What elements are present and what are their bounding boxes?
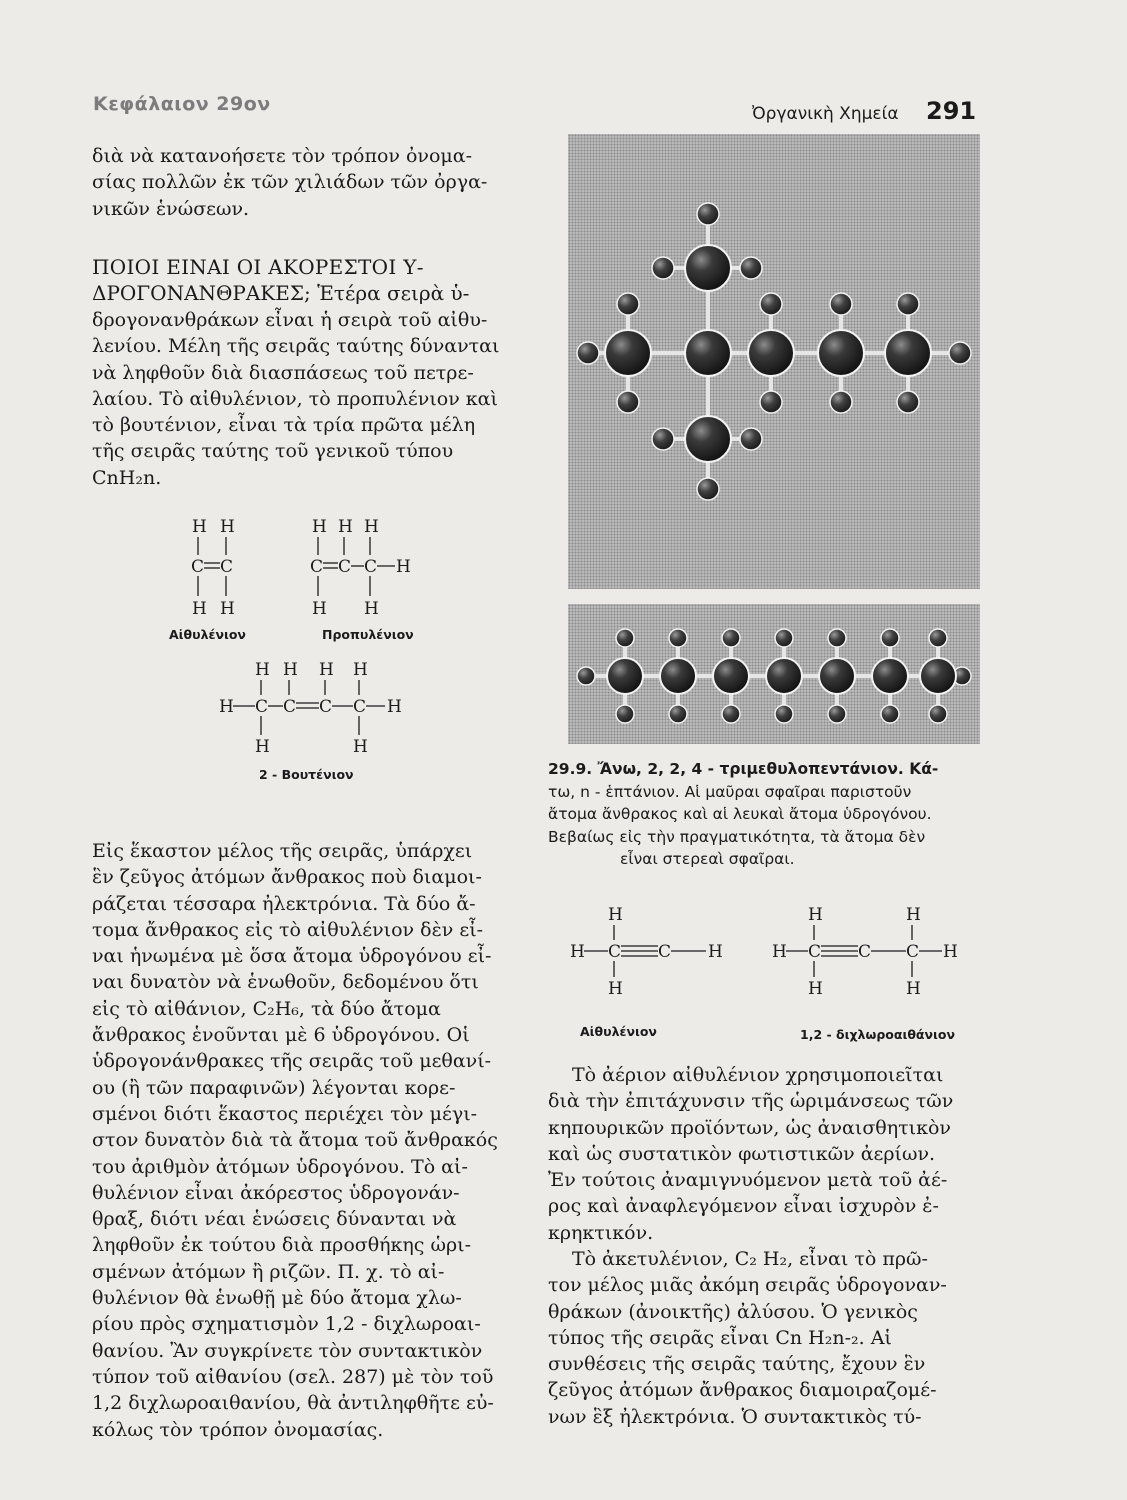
atom-c: C xyxy=(906,942,920,962)
text-line: Τὸ ἀέριον αἰθυλένιον χρησιμοποιεῖται xyxy=(572,1064,944,1086)
atom-c: C xyxy=(608,942,622,962)
atom-h: H xyxy=(772,942,787,962)
text-line: σμένων ἀτόμων ἢ ριζῶν. Π. χ. τὸ αἰ- xyxy=(92,1260,445,1283)
atom-h: H xyxy=(364,517,379,537)
figure-caption xyxy=(548,758,968,871)
text-line: θραξ, διότι νέαι ἑνώσεις δύνανται νὰ xyxy=(92,1208,457,1231)
heading-line: ΔΡΟΓΟΝΑΝΘΡΑΚΕΣ; xyxy=(92,281,311,306)
atom-h: H xyxy=(255,737,270,757)
text-line: Εἰς ἕκαστον μέλος τῆς σειρᾶς, ὑπάρχει xyxy=(92,840,473,862)
text-line: τύπος τῆς σειρᾶς εἶναι Cn H₂n-₂. Αἱ xyxy=(548,1326,892,1349)
caption-line: εἶναι στερεαὶ σφαῖραι. xyxy=(620,850,795,869)
atom-h: H xyxy=(319,660,334,680)
atom-h: H xyxy=(192,599,207,619)
text-line: κόλως τὸν τρόπον ὀνομασίας. xyxy=(92,1418,384,1441)
formula-butene xyxy=(215,655,415,765)
caption-line: ἄτομα ἄνθρακος καὶ αἱ λευκαὶ ἄτομα ὑδρογόνου. xyxy=(548,805,932,824)
model-heptane xyxy=(568,604,980,744)
heading-line: ΠΟΙΟΙ ΕΙΝΑΙ ΟΙ ΑΚΟΡΕΣΤΟΙ Υ- xyxy=(92,255,424,279)
formulas-acetylene-dichloroethane xyxy=(566,896,976,1006)
atom-h: H xyxy=(283,660,298,680)
atom-c: C xyxy=(319,697,333,717)
text-line: νων ἓξ ἠλεκτρόνια. Ὁ συντακτικὸς τύ- xyxy=(548,1405,922,1428)
atom-h: H xyxy=(353,737,368,757)
text-line: καὶ ὡς συστατικὸν φωτιστικῶν ἀερίων. xyxy=(548,1142,936,1165)
atom-c: C xyxy=(808,942,822,962)
caption-line: Βεβαίως εἰς τὴν πραγματικότητα, τὰ ἄτομα δὲν xyxy=(548,827,926,846)
atom-c: C xyxy=(283,697,297,717)
atom-h: H xyxy=(220,517,235,537)
text-line: κηπουρικῶν προϊόντων, ὡς ἀναισθητικὸν xyxy=(548,1116,951,1139)
ball-and-stick-model xyxy=(568,134,980,589)
label-ethylene: Αἰθυλένιον xyxy=(169,627,246,642)
text-line: ληφθοῦν ἐκ τούτου διὰ προσθήκης ὡρι- xyxy=(92,1234,472,1257)
paragraph-ethylene-uses xyxy=(548,1062,966,1246)
atom-h: H xyxy=(192,517,207,537)
text-line: θυλένιον θὰ ἑνωθῇ μὲ δύο ἄτομα χλω- xyxy=(92,1287,462,1310)
text-line: λενίου. Μέλη τῆς σειρᾶς ταύτης δύνανται xyxy=(92,335,500,358)
text-line: τὸ βουτένιον, εἶναι τὰ τρία πρῶτα μέλη xyxy=(92,414,476,437)
atom-h: H xyxy=(808,979,823,999)
atom-c: C xyxy=(220,557,234,577)
label-acetylene: Αἰθυλένιον xyxy=(580,1024,657,1039)
atom-c: C xyxy=(255,697,269,717)
text-line: ναι δυνατὸν νὰ ἑνωθοῦν, δεδομένου ὅτι xyxy=(92,971,479,994)
text-line: 1,2 διχλωροαιθανίου, θὰ ἀντιληφθῆτε εὐ- xyxy=(92,1392,494,1415)
atom-h: H xyxy=(608,905,623,925)
label-propylene: Προπυλένιον xyxy=(322,627,414,642)
text-line: τον μέλος μιᾶς ἀκόμη σειρᾶς ὑδρογοναν- xyxy=(548,1274,947,1297)
text-line: διὰ τὴν ἐπιτάχυνσιν τῆς ὡριμάνσεως τῶν xyxy=(548,1090,954,1113)
paragraph-unsaturated xyxy=(92,307,518,491)
carbon-atoms xyxy=(607,658,956,694)
heading-continuation: Ἑτέρα σειρὰ ὑ- xyxy=(317,281,470,306)
atom-h: H xyxy=(570,942,585,962)
atom-h: H xyxy=(364,599,379,619)
text-line: Ἐν τούτοις ἀναμιγνυόμενον μετὰ τοῦ ἀέ- xyxy=(548,1169,948,1192)
atom-h: H xyxy=(338,517,353,537)
text-line: ὑδρογονάνθρακες τῆς σειρᾶς τοῦ μεθανί- xyxy=(92,1050,492,1073)
text-line: στον δυνατὸν διὰ τὰ ἄτομα τοῦ ἄνθρακός xyxy=(92,1129,498,1152)
atom-h: H xyxy=(255,660,270,680)
text-line: σίας πολλῶν ἐκ τῶν χιλιάδων τῶν ὀργα- xyxy=(92,171,488,194)
atom-h: H xyxy=(387,697,402,717)
text-line: ναι ἡνωμένα μὲ ὅσα ἄτομα ὑδρογόνου εἶ- xyxy=(92,945,492,968)
text-line: νικῶν ἑνώσεων. xyxy=(92,197,250,220)
label-butene: 2 - Βουτένιον xyxy=(259,767,354,782)
text-line: τομα ἄνθρακος εἰς τὸ αἰθυλένιον δὲν εἶ- xyxy=(92,918,484,941)
text-line: CnH₂n. xyxy=(92,466,162,489)
atom-c: C xyxy=(364,557,378,577)
text-line: διὰ νὰ κατανοήσετε τὸν τρόπον ὀνομα- xyxy=(92,145,473,167)
text-line: Τὸ ἀκετυλένιον, C₂ H₂, εἶναι τὸ πρῶ- xyxy=(572,1248,928,1270)
text-line: νὰ ληφθοῦν διὰ διασπάσεως τοῦ πετρε- xyxy=(92,361,474,384)
text-line: τῆς σειρᾶς ταύτης τοῦ γενικοῦ τύπου xyxy=(92,440,454,463)
atom-h: H xyxy=(943,942,958,962)
text-line: θυλένιον εἶναι ἀκόρεστος ὑδρογονάν- xyxy=(92,1181,460,1204)
ball-and-stick-model xyxy=(568,604,980,744)
text-line: ἄνθρακος ἑνοῦνται μὲ 6 ὑδρογόνου. Οἱ xyxy=(92,1024,470,1047)
formulas-ethylene-propylene xyxy=(160,510,460,670)
atom-h: H xyxy=(608,979,623,999)
text-line: συνθέσεις τῆς σειρᾶς ταύτης, ἔχουν ἓν xyxy=(548,1353,926,1376)
atom-h: H xyxy=(220,599,235,619)
text-line: θανίου. Ἂν συγκρίνετε τὸν συντακτικὸν xyxy=(92,1339,483,1362)
intro-paragraph xyxy=(92,143,518,222)
atom-h: H xyxy=(312,599,327,619)
chapter-header: Κεφάλαιον 29ον xyxy=(93,93,271,115)
text-line: εἰς τὸ αἰθάνιον, C₂H₆, τὰ δύο ἄτομα xyxy=(92,997,441,1020)
atom-h: H xyxy=(353,660,368,680)
atom-h: H xyxy=(906,905,921,925)
atom-h: H xyxy=(219,697,234,717)
text-line: λαίου. Τὸ αἰθυλένιον, τὸ προπυλένιον καὶ xyxy=(92,387,498,410)
atom-c: C xyxy=(353,697,367,717)
section-heading xyxy=(92,254,518,307)
paragraph-saturation xyxy=(92,838,518,1443)
label-dichloroethane: 1,2 - διχλωροαιθάνιον xyxy=(800,1027,955,1042)
page-number: 291 xyxy=(926,97,977,125)
atom-h: H xyxy=(312,517,327,537)
text-line: του ἀριθμὸν ἀτόμων ὑδρογόνου. Τὸ αἰ- xyxy=(92,1155,468,1178)
atom-h: H xyxy=(906,979,921,999)
atom-h: H xyxy=(708,942,723,962)
atom-c: C xyxy=(310,557,324,577)
atom-c: C xyxy=(658,942,672,962)
paragraph-acetylene xyxy=(548,1246,966,1430)
atom-c: C xyxy=(338,557,352,577)
text-line: τύπον τοῦ αἰθανίου (σελ. 287) μὲ τὸν τοῦ xyxy=(92,1365,494,1388)
text-line: ἓν ζεῦγος ἀτόμων ἄνθρακος ποὺ διαμοι- xyxy=(92,866,482,889)
atom-c: C xyxy=(858,942,872,962)
text-line: ράζεται τέσσαρα ἠλεκτρόνια. Τὰ δύο ἄ- xyxy=(92,892,476,915)
text-line: ου (ἢ τῶν παραφινῶν) λέγονται κορε- xyxy=(92,1076,456,1099)
text-line: ζεῦγος ἀτόμων ἄνθρακος διαμοιραζομέ- xyxy=(548,1379,937,1402)
text-line: δρογονανθράκων εἶναι ἡ σειρὰ τοῦ αἰθυ- xyxy=(92,309,488,331)
text-line: κρηκτικόν. xyxy=(548,1221,654,1244)
caption-line: 29.9. Ἄνω, 2, 2, 4 - τριμεθυλοπεντάνιον. Κά- xyxy=(548,760,939,778)
text-line: ρος καὶ ἀναφλεγόμενον εἶναι ἰσχυρὸν ἐ- xyxy=(548,1195,939,1218)
caption-line: τω, n - ἑπτάνιον. Αἱ μαῦραι σφαῖραι παριστοῦν xyxy=(548,782,912,801)
text-line: θράκων (ἀνοικτῆς) ἀλύσου. Ὁ γενικὸς xyxy=(548,1300,918,1323)
section-header: Ὀργανικὴ Χημεία xyxy=(752,104,899,124)
atom-h: H xyxy=(808,905,823,925)
atom-c: C xyxy=(191,557,205,577)
text-line: ρίου πρὸς σχηματισμὸν 1,2 - διχλωροαι- xyxy=(92,1313,481,1336)
text-line: σμένοι διότι ἕκαστος περιέχει τὸν μέγι- xyxy=(92,1102,478,1125)
atom-h: H xyxy=(396,557,411,577)
model-trimethylpentane xyxy=(568,134,980,589)
